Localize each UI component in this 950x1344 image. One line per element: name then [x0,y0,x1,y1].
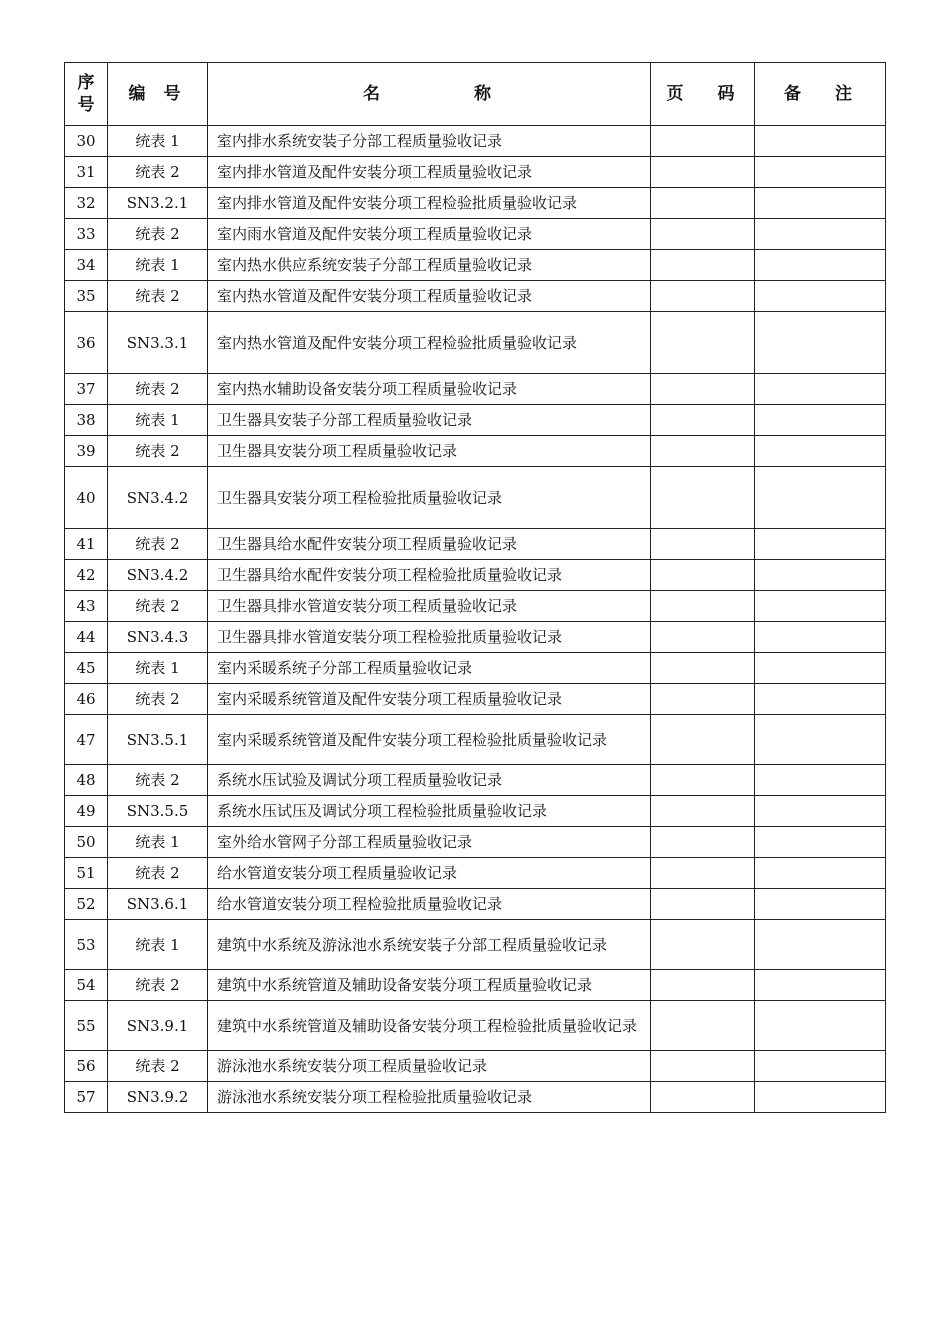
row-code: SN3.4.2 [108,560,208,591]
row-code: 统表 1 [108,827,208,858]
row-page [651,920,755,970]
row-code: SN3.5.1 [108,715,208,765]
table-header-row [65,63,886,126]
table-row [65,858,886,889]
row-name: 游泳池水系统安装分项工程质量验收记录 [208,1051,651,1082]
row-name: 游泳池水系统安装分项工程检验批质量验收记录 [208,1082,651,1113]
row-name: 室内采暖系统管道及配件安装分项工程质量验收记录 [208,684,651,715]
row-code: 统表 2 [108,684,208,715]
row-code: 统表 2 [108,219,208,250]
row-note [755,1051,886,1082]
row-code: 统表 2 [108,374,208,405]
row-name: 建筑中水系统管道及辅助设备安装分项工程检验批质量验收记录 [208,1001,651,1051]
row-name: 卫生器具给水配件安装分项工程质量验收记录 [208,529,651,560]
table-row [65,796,886,827]
row-code: 统表 2 [108,858,208,889]
row-code: SN3.4.2 [108,467,208,529]
table-row [65,684,886,715]
row-page [651,622,755,653]
row-page [651,591,755,622]
row-seq: 41 [65,529,108,560]
row-name: 卫生器具给水配件安装分项工程检验批质量验收记录 [208,560,651,591]
row-seq: 48 [65,765,108,796]
row-name: 建筑中水系统管道及辅助设备安装分项工程质量验收记录 [208,970,651,1001]
row-page [651,374,755,405]
row-name: 室外给水管网子分部工程质量验收记录 [208,827,651,858]
row-note [755,1001,886,1051]
row-seq: 44 [65,622,108,653]
row-name: 室内热水供应系统安装子分部工程质量验收记录 [208,250,651,281]
row-seq: 30 [65,126,108,157]
row-page [651,560,755,591]
row-note [755,1082,886,1113]
row-seq: 50 [65,827,108,858]
row-seq: 45 [65,653,108,684]
row-name: 系统水压试压及调试分项工程检验批质量验收记录 [208,796,651,827]
table-row [65,1001,886,1051]
header-note: 备 注 [755,63,886,126]
row-code: 统表 1 [108,653,208,684]
table-row [65,188,886,219]
row-seq: 57 [65,1082,108,1113]
row-note [755,970,886,1001]
row-seq: 55 [65,1001,108,1051]
row-code: SN3.2.1 [108,188,208,219]
table-row [65,157,886,188]
row-seq: 51 [65,858,108,889]
row-seq: 43 [65,591,108,622]
header-seq-label: 序号 [77,73,95,115]
row-code: 统表 1 [108,126,208,157]
table-row [65,715,886,765]
row-note [755,889,886,920]
row-seq: 36 [65,312,108,374]
row-seq: 32 [65,188,108,219]
row-note [755,684,886,715]
row-name: 卫生器具安装分项工程质量验收记录 [208,436,651,467]
row-code: 统表 2 [108,281,208,312]
row-page [651,970,755,1001]
row-note [755,622,886,653]
header-page: 页 码 [651,63,755,126]
row-name: 室内排水系统安装子分部工程质量验收记录 [208,126,651,157]
row-code: SN3.5.5 [108,796,208,827]
row-code: SN3.9.2 [108,1082,208,1113]
row-name: 室内排水管道及配件安装分项工程质量验收记录 [208,157,651,188]
row-note [755,250,886,281]
row-page [651,188,755,219]
row-note [755,920,886,970]
row-name: 卫生器具安装子分部工程质量验收记录 [208,405,651,436]
row-page [651,1082,755,1113]
row-page [651,467,755,529]
row-note [755,281,886,312]
row-page [651,281,755,312]
row-name: 卫生器具安装分项工程检验批质量验收记录 [208,467,651,529]
row-note [755,715,886,765]
row-note [755,529,886,560]
row-seq: 52 [65,889,108,920]
row-code: 统表 2 [108,1051,208,1082]
table-row [65,281,886,312]
row-code: 统表 2 [108,591,208,622]
row-seq: 35 [65,281,108,312]
table-row [65,1082,886,1113]
row-name: 卫生器具排水管道安装分项工程检验批质量验收记录 [208,622,651,653]
header-name: 名 称 [208,63,651,126]
row-note [755,188,886,219]
table-row [65,312,886,374]
row-note [755,765,886,796]
table-row [65,622,886,653]
row-page [651,157,755,188]
row-name: 室内采暖系统子分部工程质量验收记录 [208,653,651,684]
row-seq: 39 [65,436,108,467]
row-name: 室内热水辅助设备安装分项工程质量验收记录 [208,374,651,405]
row-note [755,591,886,622]
table-row [65,970,886,1001]
row-code: 统表 1 [108,250,208,281]
row-page [651,126,755,157]
row-code: 统表 2 [108,436,208,467]
row-code: 统表 2 [108,970,208,1001]
row-page [651,653,755,684]
row-note [755,219,886,250]
row-name: 室内热水管道及配件安装分项工程质量验收记录 [208,281,651,312]
table-row [65,591,886,622]
row-page [651,858,755,889]
table-row [65,560,886,591]
row-seq: 31 [65,157,108,188]
row-code: SN3.9.1 [108,1001,208,1051]
row-note [755,796,886,827]
row-note [755,436,886,467]
row-note [755,157,886,188]
row-page [651,1051,755,1082]
row-note [755,827,886,858]
row-seq: 33 [65,219,108,250]
row-page [651,684,755,715]
row-code: 统表 2 [108,765,208,796]
table-row [65,529,886,560]
row-seq: 54 [65,970,108,1001]
row-note [755,858,886,889]
row-code: SN3.3.1 [108,312,208,374]
row-page [651,529,755,560]
table-row [65,374,886,405]
row-name: 室内热水管道及配件安装分项工程检验批质量验收记录 [208,312,651,374]
row-name: 室内排水管道及配件安装分项工程检验批质量验收记录 [208,188,651,219]
row-name: 卫生器具排水管道安装分项工程质量验收记录 [208,591,651,622]
row-name: 系统水压试验及调试分项工程质量验收记录 [208,765,651,796]
row-page [651,827,755,858]
row-seq: 38 [65,405,108,436]
row-seq: 34 [65,250,108,281]
row-seq: 53 [65,920,108,970]
row-name: 室内雨水管道及配件安装分项工程质量验收记录 [208,219,651,250]
records-index-table [64,62,886,1113]
header-code: 编 号 [108,63,208,126]
row-seq: 47 [65,715,108,765]
table-row [65,1051,886,1082]
row-code: 统表 2 [108,529,208,560]
row-page [651,250,755,281]
table-row [65,405,886,436]
table-row [65,126,886,157]
row-seq: 40 [65,467,108,529]
row-code: 统表 1 [108,920,208,970]
table-row [65,653,886,684]
table-row [65,920,886,970]
row-note [755,126,886,157]
row-code: SN3.6.1 [108,889,208,920]
table-row [65,827,886,858]
table-row [65,219,886,250]
row-page [651,312,755,374]
row-note [755,312,886,374]
row-note [755,405,886,436]
table-row [65,436,886,467]
row-seq: 56 [65,1051,108,1082]
table-row [65,889,886,920]
table-row [65,467,886,529]
row-page [651,219,755,250]
row-code: SN3.4.3 [108,622,208,653]
table-row [65,250,886,281]
row-note [755,374,886,405]
row-page [651,765,755,796]
row-name: 给水管道安装分项工程质量验收记录 [208,858,651,889]
row-name: 室内采暖系统管道及配件安装分项工程检验批质量验收记录 [208,715,651,765]
row-name: 给水管道安装分项工程检验批质量验收记录 [208,889,651,920]
row-code: 统表 1 [108,405,208,436]
table-row [65,765,886,796]
row-page [651,436,755,467]
row-seq: 42 [65,560,108,591]
row-page [651,889,755,920]
row-name: 建筑中水系统及游泳池水系统安装子分部工程质量验收记录 [208,920,651,970]
row-page [651,796,755,827]
row-page [651,405,755,436]
row-page [651,715,755,765]
row-seq: 46 [65,684,108,715]
row-note [755,467,886,529]
row-note [755,560,886,591]
row-page [651,1001,755,1051]
row-code: 统表 2 [108,157,208,188]
row-note [755,653,886,684]
header-seq [65,63,108,126]
row-seq: 37 [65,374,108,405]
row-seq: 49 [65,796,108,827]
table-body [65,126,886,1113]
